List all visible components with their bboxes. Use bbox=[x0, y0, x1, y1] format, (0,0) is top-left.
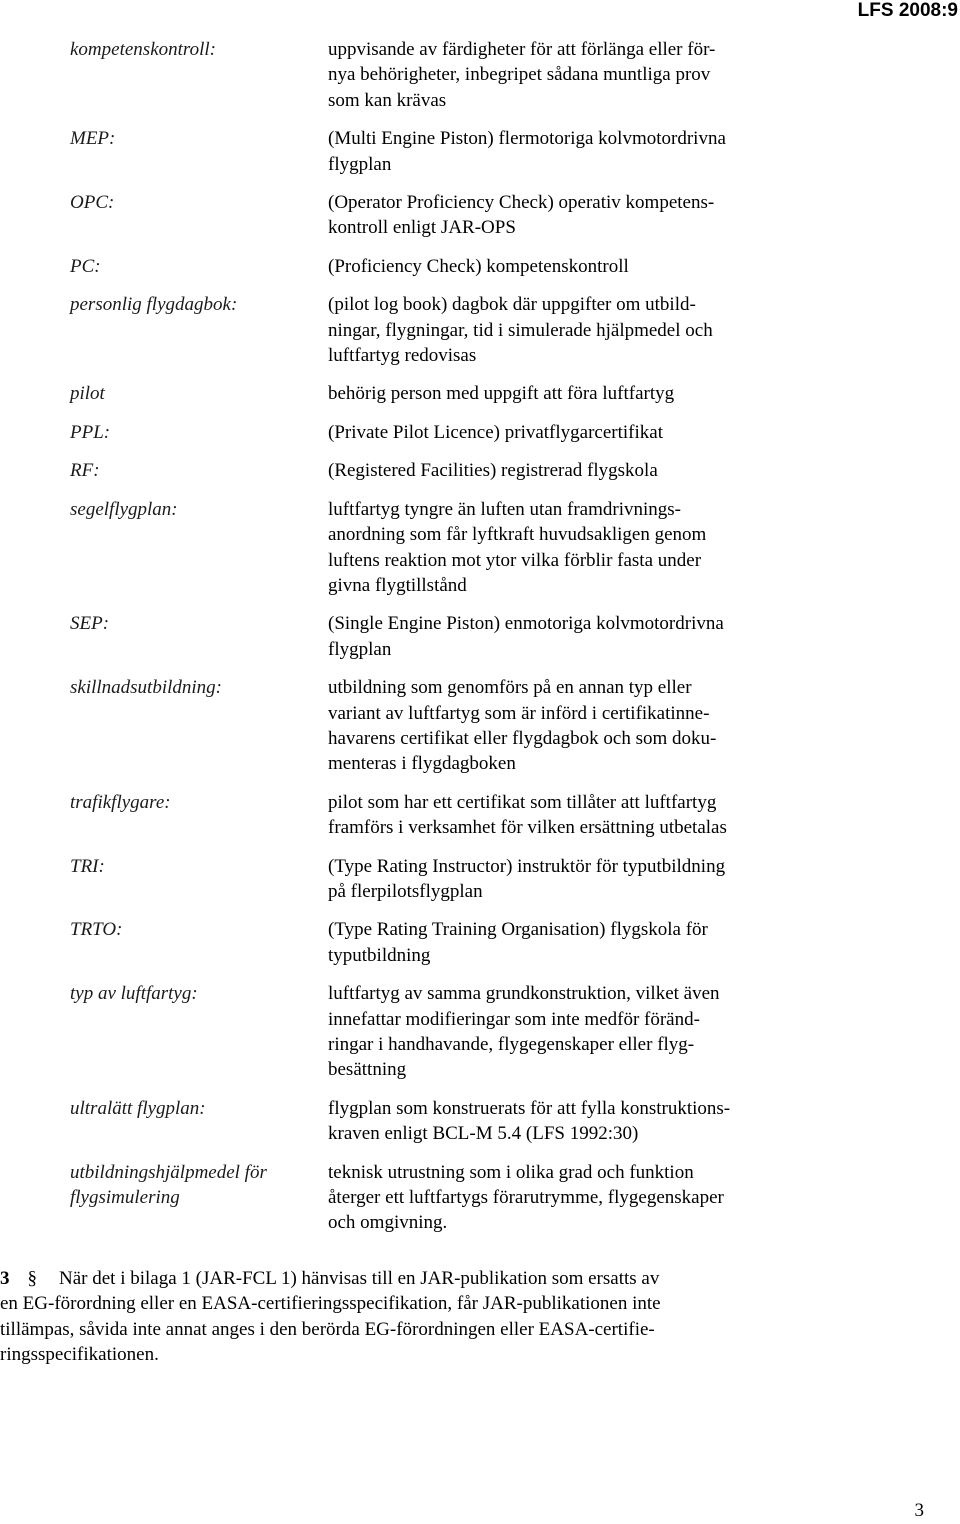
glossary-entry bbox=[70, 420, 810, 445]
glossary-term: PPL: bbox=[70, 421, 111, 443]
section-sign: § bbox=[27, 1268, 37, 1289]
glossary-entry bbox=[70, 917, 810, 968]
glossary-definition: (Private Pilot Licence) privatflygarcertifikat bbox=[328, 421, 663, 443]
glossary-term: typ av luftfartyg: bbox=[70, 983, 198, 1005]
glossary-definition: teknisk utrustning som i olika grad och funktion återger ett luftfartygs förarutrymme, flygegenskaper och omgivning. bbox=[328, 1161, 724, 1234]
glossary-term: TRI: bbox=[70, 855, 105, 877]
glossary-definition: flygplan som konstruerats för att fylla konstruktions- kraven enligt BCL-M 5.4 (LFS 1992:30) bbox=[328, 1097, 731, 1145]
glossary-term: kompetenskontroll: bbox=[70, 39, 216, 60]
glossary bbox=[70, 37, 810, 1236]
glossary-definition: (pilot log book) dagbok där uppgifter om utbild- ningar, flygningar, tid i simulerade hjälpmedel och luftfartyg redovisas bbox=[328, 294, 713, 367]
glossary-entry bbox=[70, 458, 810, 483]
glossary-entry bbox=[70, 190, 810, 241]
glossary-term: skillnadsutbildning: bbox=[70, 677, 222, 699]
glossary-term: PC: bbox=[70, 255, 101, 277]
glossary-definition: luftfartyg av samma grundkonstruktion, vilket även innefattar modifieringar som inte medför föränd- ringar i handhavande, flygegenskaper eller flyg- besättning bbox=[328, 983, 720, 1081]
glossary-term: OPC: bbox=[70, 192, 115, 214]
document-code: LFS 2008:9 bbox=[857, 0, 958, 21]
glossary-definition: (Single Engine Piston) enmotoriga kolvmotordrivna flygplan bbox=[328, 613, 724, 660]
glossary-term: MEP: bbox=[70, 128, 116, 150]
glossary-entry bbox=[70, 1160, 810, 1236]
glossary-entry bbox=[70, 1096, 810, 1147]
glossary-term: segelflygplan: bbox=[70, 498, 178, 520]
glossary-definition: (Type Rating Training Organisation) flygskola för typutbildning bbox=[328, 919, 708, 966]
glossary-term: SEP: bbox=[70, 613, 110, 635]
glossary-entry bbox=[70, 37, 810, 113]
glossary-definition: uppvisande av färdigheter för att förlänga eller för- nya behörigheter, inbegripet sådana muntliga prov som kan krävas bbox=[328, 39, 716, 111]
glossary-definition: (Operator Proficiency Check) operativ kompetens- kontroll enligt JAR-OPS bbox=[328, 192, 715, 239]
glossary-definition: luftfartyg tyngre än luften utan framdrivnings- anordning som får lyftkraft huvudsakligen genom luftens reaktion mot ytor vilka förblir fasta under givna flygtillstånd bbox=[328, 498, 707, 596]
glossary-entry bbox=[70, 854, 810, 905]
glossary-entry bbox=[70, 126, 810, 177]
glossary-term: RF: bbox=[70, 460, 100, 482]
glossary-entry bbox=[70, 981, 810, 1083]
glossary-entry bbox=[70, 292, 810, 368]
glossary-entry bbox=[70, 790, 810, 841]
glossary-entry bbox=[70, 381, 810, 406]
glossary-definition: behörig person med uppgift att föra luftfartyg bbox=[328, 383, 675, 405]
glossary-term: TRTO: bbox=[70, 919, 123, 941]
glossary-term: utbildningshjälpmedel för flygsimulering bbox=[70, 1161, 267, 1209]
glossary-definition: (Multi Engine Piston) flermotoriga kolvmotordrivna flygplan bbox=[328, 128, 726, 175]
glossary-definition: (Type Rating Instructor) instruktör för typutbildning på flerpilotsflygplan bbox=[328, 855, 726, 902]
glossary-definition: utbildning som genomförs på en annan typ eller variant av luftfartyg som är införd i certifikatinne- havarens certifikat eller flygdagbok och som doku- menteras i flygdagboken bbox=[328, 677, 717, 775]
section-3 bbox=[0, 1266, 780, 1368]
glossary-entry bbox=[70, 675, 810, 777]
glossary-term: pilot bbox=[70, 383, 105, 405]
glossary-term: trafikflygare: bbox=[70, 791, 171, 813]
glossary-term: personlig flygdagbok: bbox=[70, 294, 238, 316]
glossary-entry bbox=[70, 254, 810, 279]
glossary-entry bbox=[70, 497, 810, 599]
glossary-term: ultralätt flygplan: bbox=[70, 1097, 206, 1119]
section-text: När det i bilaga 1 (JAR-FCL 1) hänvisas till en JAR-publikation som ersatts av en EG-förordning eller en EASA-certifieringsspecifikation, får JAR-publikationen inte tillämpas, såvida inte annat anges i den berörda EG-förordningen eller EASA-certifie- ringsspecifikationen. bbox=[0, 1268, 661, 1366]
page-number: 3 bbox=[914, 1500, 924, 1521]
section-number: 3 bbox=[0, 1268, 10, 1289]
glossary-definition: pilot som har ett certifikat som tillåter att luftfartyg framförs i verksamhet för vilken ersättning utbetalas bbox=[328, 791, 727, 839]
glossary-entry bbox=[70, 611, 810, 662]
glossary-definition: (Proficiency Check) kompetenskontroll bbox=[328, 255, 629, 277]
glossary-definition: (Registered Facilities) registrerad flygskola bbox=[328, 460, 658, 482]
